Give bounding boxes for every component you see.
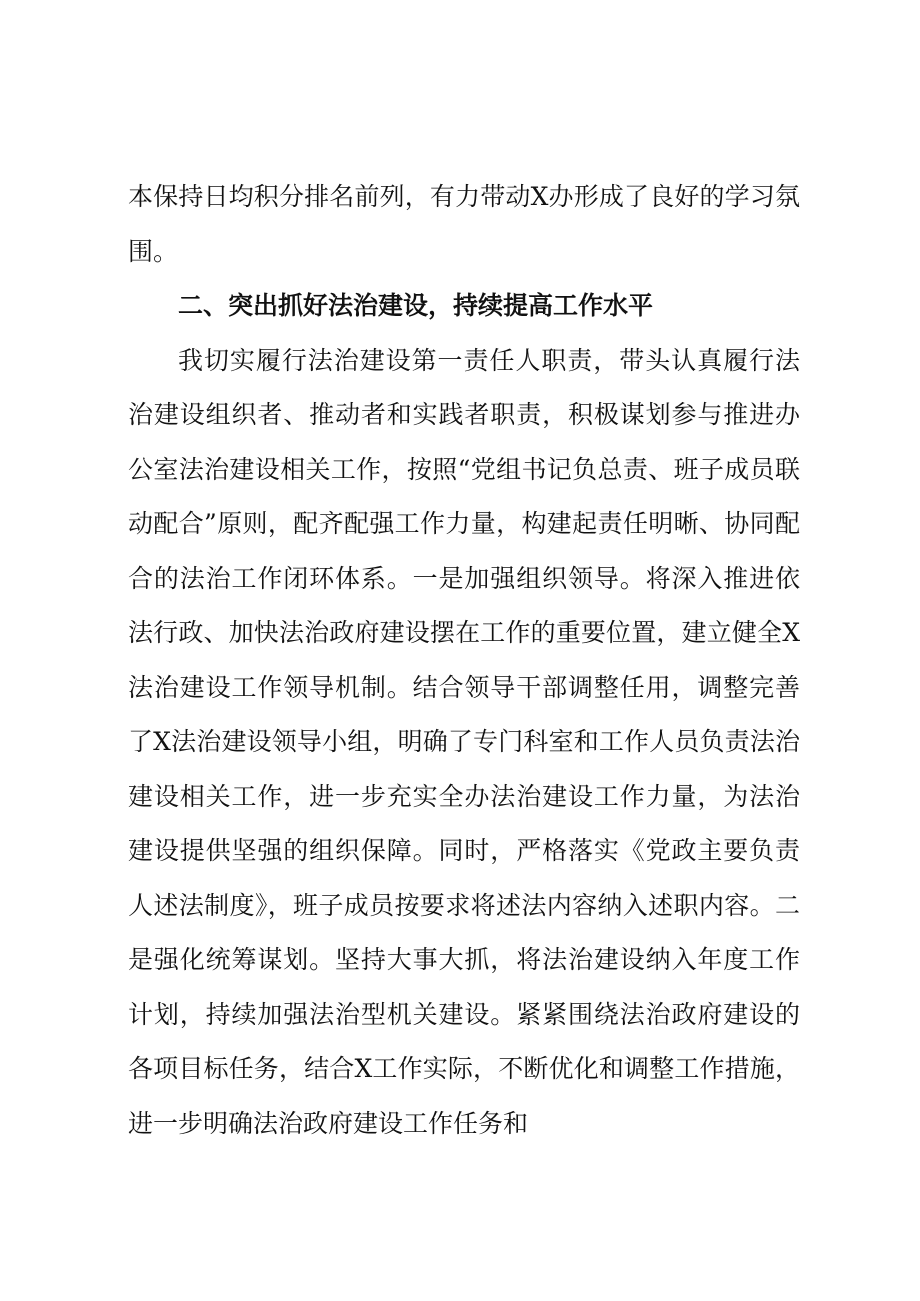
paragraph-continuation: 本保持日均积分排名前列，有力带动X办形成了良好的学习氛围。 [128,182,800,266]
section-heading: 二、突出抓好法治建设，持续提高工作水平 [178,291,654,320]
paragraph-main: 我切实履行法治建设第一责任人职责，带头认真履行法治建设组织者、推动者和实践者职责，积极谋划参与推进办公室法治建设相关工作，按照“党组书记负总责、班子成员联动配合”原则，配齐配强工作力量，构建起责任明晰、协同配合的法治工作闭环体系。一是加强组织领导。将深入推进依法行政、加快法治政府建设摆在工作的重要位置，建立健全X法治建设工作领导机制。结合领导干部调整任用，调整完善了X法治建设领导小组，明确了专门科室和工作人员负责法治建设相关工作，进一步充实全办法治建设工作力量，为法治建设提供坚强的组织保障。同时，严格落实《党政主要负责人述法制度》，班子成员按要求将述法内容纳入述职内容。二是强化统筹谋划。坚持大事大抓，将法治建设纳入年度工作计划，持续加强法治型机关建设。紧紧围绕法治政府建设的各项目标任务，结合X工作实际，不断优化和调整工作措施，进一步明确法治政府建设工作任务和 [128,345,800,1138]
document-body [128,170,800,1151]
